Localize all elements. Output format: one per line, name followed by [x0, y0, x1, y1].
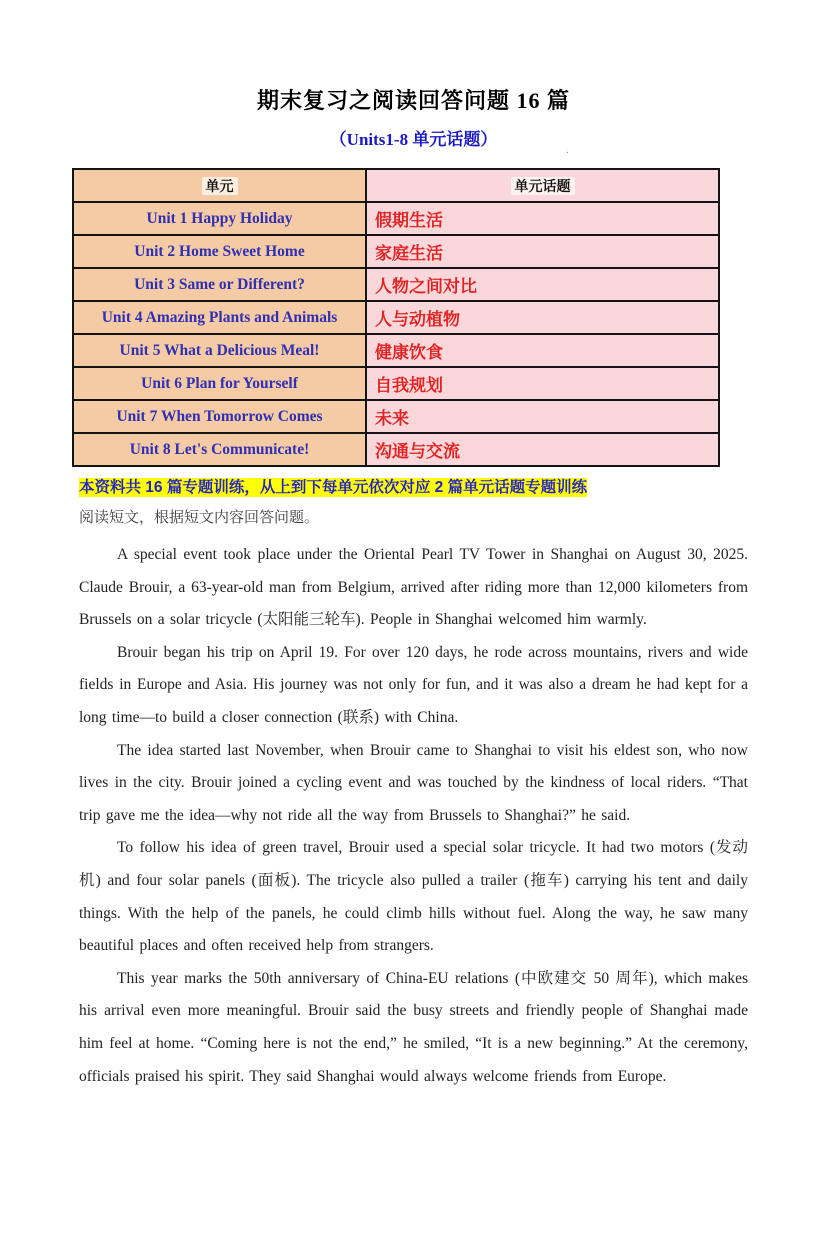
unit-cell — [73, 400, 366, 433]
page-title: 期末复习之阅读回答问题 16 篇 — [256, 88, 570, 113]
unit-label: Unit 3 Same or Different? — [134, 275, 305, 293]
topic-cell — [366, 202, 719, 235]
topic-label: 健康饮食 — [375, 343, 443, 362]
unit-cell — [73, 433, 366, 466]
topic-label: 家庭生活 — [375, 244, 443, 263]
topic-label: 自我规划 — [375, 376, 443, 395]
table-row — [73, 202, 719, 235]
unit-label: Unit 4 Amazing Plants and Animals — [101, 308, 338, 326]
unit-cell — [73, 334, 366, 367]
unit-label: Unit 6 Plan for Yourself — [141, 374, 298, 392]
passage-paragraph: A special event took place under the Oriental Pearl TV Tower in Shanghai on August 30, 2025. Claude Brouir, a 63-year-old man from Belgium, arrived after riding more than 12,000 kilometers from Brussels on a solar tricycle (太阳能三轮车). People in Shanghai welcomed him warmly. — [79, 546, 748, 629]
topic-cell — [366, 301, 719, 334]
unit-cell — [73, 202, 366, 235]
table-header-topic — [366, 169, 719, 202]
page-subtitle: （Units1-8 单元话题） — [329, 130, 498, 149]
topic-cell — [366, 235, 719, 268]
topic-label: 沟通与交流 — [375, 442, 460, 461]
table-row — [73, 334, 719, 367]
unit-cell — [73, 268, 366, 301]
instruction-text: 阅读短文，根据短文内容回答问题。 — [79, 510, 320, 526]
topic-cell — [366, 268, 719, 301]
passage-paragraph: This year marks the 50th anniversary of China-EU relations (中欧建交 50 周年), which makes his arrival even more meaningful. Brouir said the busy streets and friendly people of Shanghai made him feel at home. “Coming here is not the end,” he smiled, “It is a new beginning.” At the ceremony, officials praised his spirit. They said Shanghai would always welcome friends from Europe. — [79, 969, 748, 1085]
unit-cell — [73, 235, 366, 268]
stray-mark: . — [566, 144, 569, 156]
table-header-unit — [73, 169, 366, 202]
table-row — [73, 433, 719, 466]
passage-paragraph: The idea started last November, when Brouir came to Shanghai to visit his eldest son, who now lives in the city. Brouir joined a cycling event and was touched by the kindness of local riders. “That trip gave me the idea—why not ride all the way from Brussels to Shanghai?” he said. — [79, 741, 748, 824]
unit-label: Unit 2 Home Sweet Home — [134, 242, 305, 260]
topic-cell — [366, 433, 719, 466]
unit-cell — [73, 301, 366, 334]
unit-label: Unit 8 Let's Communicate! — [129, 440, 310, 458]
table-header-unit-label: 单元 — [202, 177, 238, 195]
reading-passage — [79, 539, 748, 1093]
table-row — [73, 268, 719, 301]
table-row — [73, 367, 719, 400]
topic-label: 人物之间对比 — [375, 277, 477, 296]
topic-cell — [366, 334, 719, 367]
passage-paragraph: Brouir began his trip on April 19. For over 120 days, he rode across mountains, rivers and wide fields in Europe and Asia. His journey was not only for fun, and it was also a dream he had kept for a long time—to build a closer connection (联系) with China. — [79, 643, 748, 726]
unit-label: Unit 5 What a Delicious Meal! — [119, 341, 320, 359]
topic-cell — [366, 400, 719, 433]
passage-paragraph: To follow his idea of green travel, Brouir used a special solar tricycle. It had two motors (发动机) and four solar panels (面板). The tricycle also pulled a trailer (拖车) carrying his tent and daily things. With the help of the panels, he could climb hills without fuel. Along the way, he saw many beautiful places and often received help from strangers. — [79, 839, 748, 955]
topic-label: 未来 — [375, 409, 409, 428]
topic-label: 假期生活 — [375, 211, 443, 230]
table-header-row — [73, 169, 719, 202]
notice-banner — [79, 476, 748, 499]
table-row — [73, 235, 719, 268]
topic-label: 人与动植物 — [375, 310, 460, 329]
table-row — [73, 400, 719, 433]
unit-label: Unit 1 Happy Holiday — [146, 209, 293, 227]
unit-label: Unit 7 When Tomorrow Comes — [116, 407, 323, 425]
unit-cell — [73, 367, 366, 400]
document-page — [0, 86, 827, 1255]
notice-highlighted-text: 本资料共 16 篇专题训练，从上到下每单元依次对应 2 篇单元话题专题训练 — [79, 479, 588, 496]
units-table — [72, 168, 720, 467]
table-row — [73, 301, 719, 334]
topic-cell — [366, 367, 719, 400]
table-header-topic-label: 单元话题 — [511, 177, 575, 195]
